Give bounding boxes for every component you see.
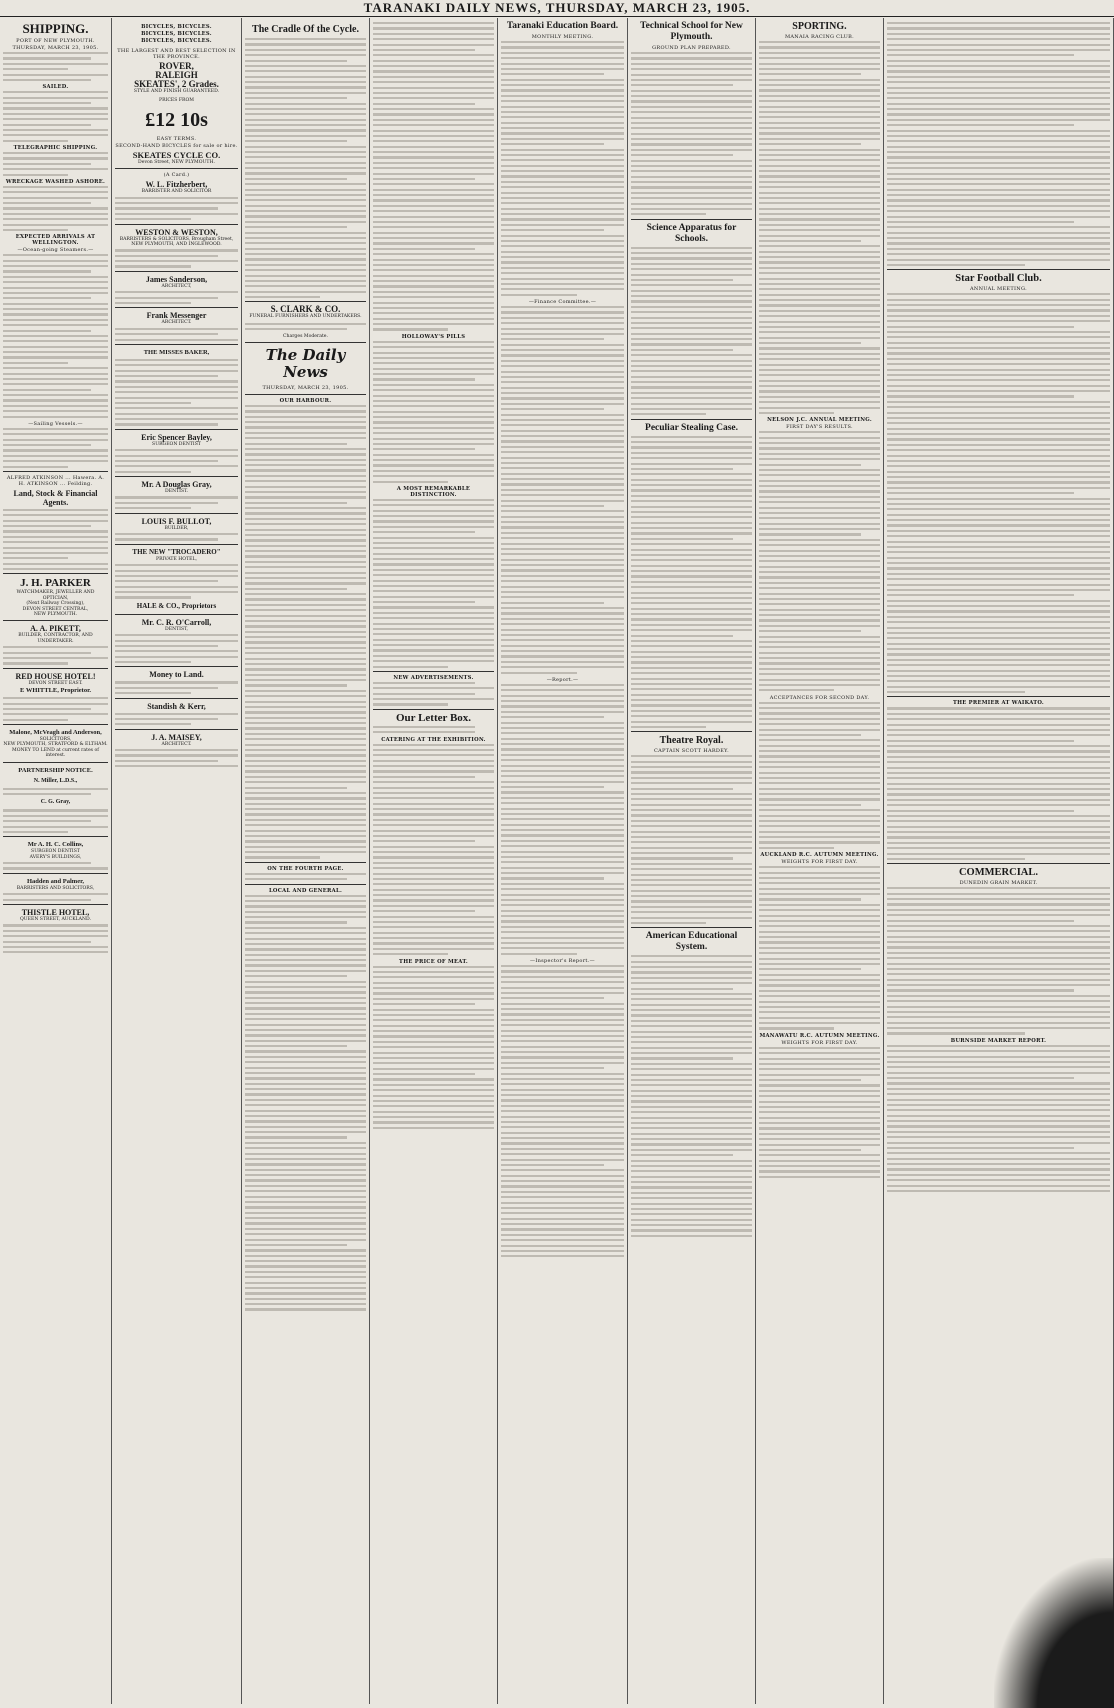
science-apparatus-heading: Science Apparatus for Schools. [646,222,737,244]
hadden-ad: Hadden and Palmer, BARRISTERS AND SOLICITORS, [16,877,95,891]
harbour-heading: OUR HARBOUR. [279,397,332,404]
text-block [3,52,108,81]
fitzherbert-name: W. L. Fitzherbert, [145,180,208,190]
port-date: THURSDAY, MARCH 23, 1905. [12,45,99,51]
text-block [631,955,752,1237]
text-block [373,341,494,483]
text-block [501,684,624,955]
bullot-name: LOUIS F. BULLOT, [141,516,212,526]
column-football-commercial [884,18,1114,1704]
text-block [115,496,238,509]
text-block [115,249,238,267]
text-block [887,887,1110,1034]
text-block [115,564,238,598]
commercial-heading: COMMERCIAL. [958,867,1039,879]
text-block [887,22,1110,266]
weston-name: WESTON & WESTON, [135,227,218,237]
new-ads-heading: NEW ADVERTISEMENTS. [393,674,474,681]
paper-date: THURSDAY, MARCH 23, 1905. [262,384,349,391]
text-block [759,1047,880,1178]
text-block [3,809,108,833]
partnership-heading: PARTNERSHIP NOTICE. [18,766,93,774]
text-block [115,449,238,473]
paper-title: The Daily News [265,345,346,381]
text-block [373,682,494,706]
text-block [3,254,108,417]
text-block [373,966,494,1129]
burnside-heading: BURNSIDE MARKET REPORT. [950,1037,1047,1044]
masthead-title: TARANAKI DAILY NEWS, THURSDAY, MARCH 23, 1905. [363,0,751,16]
column-shipping: SHIPPING. PORT OF NEW PLYMOUTH. THURSDAY, MARCH 23, 1905. SAILED. TELEGRAPHIC SHIPPING. WRECKAGE WASHED ASHORE. EXPECTED ARRIVALS AT WELLINGTON. —Ocean-going Steamers.— —Sailing Vessels.— ALFRED ATKINSON ... Hawera. A. H. ATKINSON ... Feilding. Land, Stock & Financial Agents. J. H. PARKER WATCHMAKER, JEWELLER AND OPTICIAN, (Next Railway Crossing), DEVON STREET CENTRAL, NEW PLYMOUTH. A. A. PIKETT, BUILDER, CONTRACTOR, AND UNDERTAKER. RED HOUSE HOTEL! DEVON STREET EAST. E WHITTLE, Proprietor. Malone, McVeagh and Anderson, SOLICITORS, NEW PLYMOUTH, STRATFORD & ELTHAM. MONEY TO LEND at current rates of interest. PARTNERSHIP NOTICE. N. Miller, L.D.S., C. G. Gray, Mr A. H. C. Collins, SURGEON DENTIST AVERY'S BUILDINGS, Hadden and Palmer, BARRISTERS AND SOLICITORS, THISTLE HOTEL, QUEEN STREET, AUCKLAND. [0,18,112,1704]
sailing-heading: —Sailing Vessels.— [28,420,83,427]
price-meat-heading: THE PRICE OF MEAT. [399,958,468,965]
text-block [3,646,108,664]
trocadero-name: THE NEW "TROCADERO" [132,547,221,556]
column-sporting [756,18,884,1704]
price-display: £12 10s [145,108,208,131]
captain-hardey: CAPTAIN SCOTT HARDEY. [653,748,730,755]
text-block [3,893,108,901]
maisey-name: J. A. MAISEY, [151,732,202,742]
column-education [498,18,628,1704]
peculiar-stealing-heading: Peculiar Stealing Case. [645,422,738,433]
text-block [115,749,238,767]
american-educational-heading: American Educational System. [645,931,738,953]
education-board-heading: Taranaki Education Board. [506,21,619,31]
text-block [373,726,494,734]
column-ads: BICYCLES, BICYCLES. BICYCLES, BICYCLES. BICYCLES, BICYCLES. THE LARGEST AND BEST SELECTION IN THE PROVINCE. ROVER, RALEIGH SKEATES', 2 Grades. STYLE AND FINISH GUARANTEED. PRICES FROM £12 10s EASY TERMS. SECOND-HAND BICYCLES for sale or hire. SKEATES CYCLE CO. Devon Street, NEW PLYMOUTH. (A Card.) W. L. Fitzherbert, BARRISTER AND SOLICITOR WESTON & WESTON, BARRISTERS & SOLICITORS, Brougham Street, NEW PLYMOUTH, AND INGLEWOOD. James Sanderson, ARCHITECT, Frank Messenger ARCHITECT. THE MISSES BAKER, Eric Spencer Bayley, SURGEON DENTIST Mr. A Douglas Gray, DENTIST. LOUIS F. BULLOT, BUILDER, THE NEW "TROCADERO" PRIVATE HOTEL, HALE & CO., Proprietors Mr. C. R. O'Carroll, DENTIST, Money to Land. Standish & Kerr, J. A. MAISEY, ARCHITECT. [112,18,242,1704]
atkinson: ALFRED ATKINSON ... Hawera. A. H. ATKINSON ... Feilding. [6,474,105,487]
text-block [887,707,1110,860]
text-block [631,755,752,924]
hale-proprietors: HALE & CO., Proprietors [136,601,217,610]
text-block [759,41,880,414]
column-editorial [242,18,370,1704]
text-block [245,405,366,859]
redhouse-ad: RED HOUSE HOTEL! DEVON STREET EAST. E WHITTLE, Proprietor. [15,671,96,695]
text-block [3,788,108,796]
text-block [115,197,238,221]
theatre-royal-heading: Theatre Royal. [659,735,724,747]
text-block [115,713,238,726]
wreckage-heading: WRECKAGE WASHED ASHORE. [5,178,106,185]
monthly-meeting: MONTHLY MEETING. [531,34,594,40]
port-heading: PORT OF NEW PLYMOUTH. [16,38,95,44]
text-block [115,328,238,341]
text-block [631,52,752,215]
misses-baker: THE MISSES BAKER, [143,348,210,356]
text-block [373,22,494,331]
text-block [3,152,108,176]
text-block [115,291,238,304]
sanderson-name: James Sanderson, [145,274,208,284]
standish-kerr: Standish & Kerr, [147,701,206,711]
text-block [245,873,366,881]
skeates-ad: ROVER, RALEIGH SKEATES', 2 Grades. STYLE AND FINISH GUARANTEED. PRICES FROM [133,61,220,104]
column-news [370,18,498,1704]
text-block [115,681,238,694]
distinction-heading: A MOST REMARKABLE DISTINCTION. [396,485,471,498]
collins-ad: Mr A. H. C. Collins, SURGEON DENTIST AVERY'S BUILDINGS, [27,841,84,860]
money-to-land: Money to Land. [149,670,204,680]
bicycles-banner: BICYCLES, BICYCLES. [141,24,212,30]
ocarroll-name: Mr. C. R. O'Carroll, [141,617,212,627]
ocean-heading: —Ocean-going Steamers.— [17,247,94,254]
nelson-meeting: NELSON J.C. ANNUAL MEETING. [767,417,872,424]
land-heading: Land, Stock & Financial Agents. [13,488,98,507]
pikett-ad: A. A. PIKETT, BUILDER, CONTRACTOR, AND UNDERTAKER. [3,624,108,644]
text-block [887,1045,1110,1192]
annual-meeting: ANNUAL MEETING. [970,286,1027,293]
parker-name: J. H. PARKER [20,577,91,590]
catering-heading: CATERING AT THE EXHIBITION. [381,736,486,743]
text-block [115,533,238,541]
text-block [3,428,108,468]
text-block [245,895,366,1311]
text-block [759,431,880,691]
text-block [3,862,108,870]
fourth-page-heading: ON THE FOURTH PAGE. [267,865,344,872]
weights-first-day-2: WEIGHTS FOR FIRST DAY. [781,1039,858,1046]
text-block [3,509,108,570]
pikett-name: A. A. PIKETT, [30,624,81,634]
text-block [631,247,752,416]
text-block [245,38,366,298]
cradle-heading: The Cradle Of the Cycle. [252,24,359,35]
technical-school-heading: Technical School for New Plymouth. [640,21,743,42]
shipping-heading: SHIPPING. [22,21,89,36]
text-block [3,91,108,142]
bayley-name: Eric Spencer Bayley, [141,432,212,442]
premier-heading: THE PREMIER AT WAIKATO. [952,700,1045,707]
telegraphic-heading: TELEGRAPHIC SHIPPING. [13,145,98,151]
local-general-heading: LOCAL AND GENERAL. [268,887,343,894]
parker-ad: J. H. PARKER WATCHMAKER, JEWELLER AND OPTICIAN, (Next Railway Crossing), DEVON STREET CENTRAL, NEW PLYMOUTH. [3,577,108,617]
skeates-cycle-co: SKEATES CYCLE CO. [132,149,221,160]
manawatu-meeting: MANAWATU R.C. AUTUMN MEETING. [759,1032,880,1039]
text-block [115,359,238,426]
text-block [373,744,494,956]
text-block [3,924,108,953]
acceptances-heading: ACCEPTANCES FOR SECOND DAY. [769,694,870,701]
malone-ad: Malone, McVeagh and Anderson, SOLICITORS, NEW PLYMOUTH, STRATFORD & ELTHAM. MONEY TO LEND at current rates of interest. [3,729,108,759]
text-block [501,965,624,1257]
expected-heading: EXPECTED ARRIVALS AT WELLINGTON. [15,234,96,247]
letter-box-heading: Our Letter Box. [395,711,472,724]
text-block [759,702,880,849]
text-block [115,634,238,663]
page-damage [994,1558,1114,1708]
grain-market: DUNEDIN GRAIN MARKET. [959,880,1038,887]
thistle-ad: THISTLE HOTEL, QUEEN STREET, AUCKLAND. [19,907,91,922]
sporting-heading: SPORTING. [792,21,847,32]
douglas-gray-name: Mr. A Douglas Gray, [141,480,212,490]
masthead [0,0,1114,17]
text-block [373,499,494,668]
text-block [3,186,108,231]
text-block [759,866,880,1029]
sailed-heading: SAILED. [42,84,69,91]
text-block [887,293,1110,693]
holloway-heading: HOLLOWAY'S PILLS [401,333,466,340]
star-football-heading: Star Football Club. [955,273,1042,285]
inspector-report: —Inspector's Report.— [530,958,595,964]
text-block [3,697,108,721]
report-heading: —Report.— [546,676,579,683]
column-technical [628,18,756,1704]
text-block [501,41,624,296]
manaia-racing: MANAIA RACING CLUB. [784,34,855,40]
weights-first-day: WEIGHTS FOR FIRST DAY. [781,859,858,866]
text-block [501,306,624,674]
massenger-name: Frank Messenger [146,311,207,321]
clark-ad: S. CLARK & CO. FUNERAL FURNISHERS AND UNDERTAKERS. Charges Moderate. [245,305,366,339]
text-block [631,436,752,728]
finance-committee: —Finance Committee.— [528,299,597,305]
largest-selection: THE LARGEST AND BEST SELECTION IN THE PROVINCE. [117,48,236,60]
ground-plan: GROUND PLAN PREPARED. [652,45,731,51]
first-day-results: FIRST DAY'S RESULTS. [786,424,853,431]
auckland-meeting: AUCKLAND R.C. AUTUMN MEETING. [760,852,879,859]
